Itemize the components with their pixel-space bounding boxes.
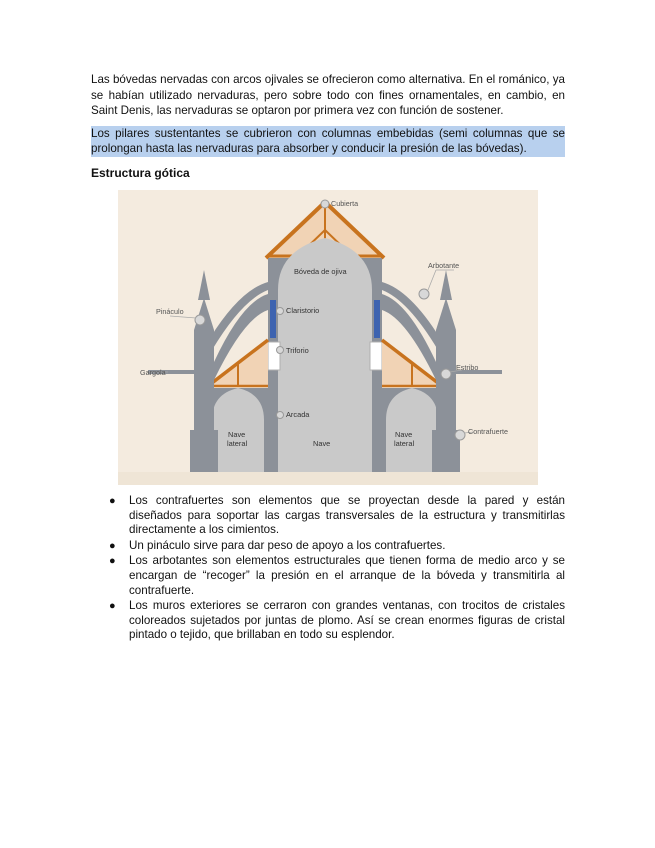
bullet-icon: ● (109, 495, 116, 507)
label-nave-lateral-left-1: Nave (228, 430, 246, 439)
label-nave: Nave (313, 439, 331, 448)
label-nave-lateral-left-2: lateral (227, 439, 248, 448)
label-nave-lateral-right-1: Nave (395, 430, 413, 439)
label-arcada: Arcada (286, 410, 310, 419)
section-heading: Estructura gótica (91, 165, 190, 180)
label-contrafuerte: Contrafuerte (468, 427, 508, 436)
label-arbotante: Arbotante (428, 261, 460, 270)
triforium-left (268, 342, 280, 370)
document-body (91, 72, 565, 180)
ground (118, 472, 538, 485)
clerestory-window-right (374, 300, 380, 338)
triforium-right (370, 342, 382, 370)
label-claristorio: Claristorio (286, 306, 320, 315)
callout-dot-estribo (441, 369, 451, 379)
callout-dot-arcada (277, 412, 284, 419)
bullet-icon: ● (109, 539, 116, 552)
label-estribo: Estribo (456, 363, 479, 372)
label-boveda: Bóveda de ojiva (294, 267, 347, 276)
callout-dot-pinaculo (195, 315, 205, 325)
list-item: ● Los arbotantes son elementos estructurales que tienen forma de medio arco y se encargan de “recoger” la presión en el arranque de la bóveda y transmitirla al contrafuerte. (109, 554, 565, 597)
bullet-icon: ● (109, 600, 116, 613)
label-gargola: Gargola (140, 368, 166, 377)
list-item: ● Los contrafuertes son elementos que se proyectan desde la pared y están diseñados para soportar las cargas transversales de la estructura y transmitirlas directamente a los cimientos. (109, 494, 565, 537)
bullet-icon: ● (109, 555, 116, 568)
label-cubierta: Cubierta (331, 199, 359, 208)
callout-dot-cubierta (321, 200, 329, 208)
list-item: ● Un pináculo sirve para dar peso de apoyo a los contrafuertes. (109, 538, 446, 552)
callout-dot-triforio (277, 347, 284, 354)
clerestory-window-left (270, 300, 276, 338)
gothic-structure-diagram (118, 190, 538, 485)
paragraph-pillars-highlighted: Los pilares sustentantes se cubrieron con columnas embebidas (semi columnas que se prolongan hasta las nervaduras para absorber y conducir la presión de las bóvedas). (91, 126, 565, 155)
label-triforio: Triforio (286, 346, 309, 355)
label-pinaculo: Pináculo (156, 307, 184, 316)
callout-dot-arbotante (419, 289, 429, 299)
list-item: ● Los muros exteriores se cerraron con grandes ventanas, con trocitos de cristales coloreados sujetados por juntas de plomo. Así se crean enormes figuras de cristal pintado o tejido, que brillaban en todo su esplendor. (109, 599, 565, 642)
callout-dot-contrafuerte (455, 430, 465, 440)
paragraph-vaults: Las bóvedas nervadas con arcos ojivales se ofrecieron como alternativa. En el románico, ya se habían utilizado nervaduras, pero sobre todo con fines ornamentales, en cambio, en Saint Denis, las nervaduras se optaron por primera vez con función de sostener. (91, 73, 565, 117)
callout-dot-claristorio (277, 308, 284, 315)
bullet-list (107, 494, 565, 644)
label-nave-lateral-right-2: lateral (394, 439, 415, 448)
